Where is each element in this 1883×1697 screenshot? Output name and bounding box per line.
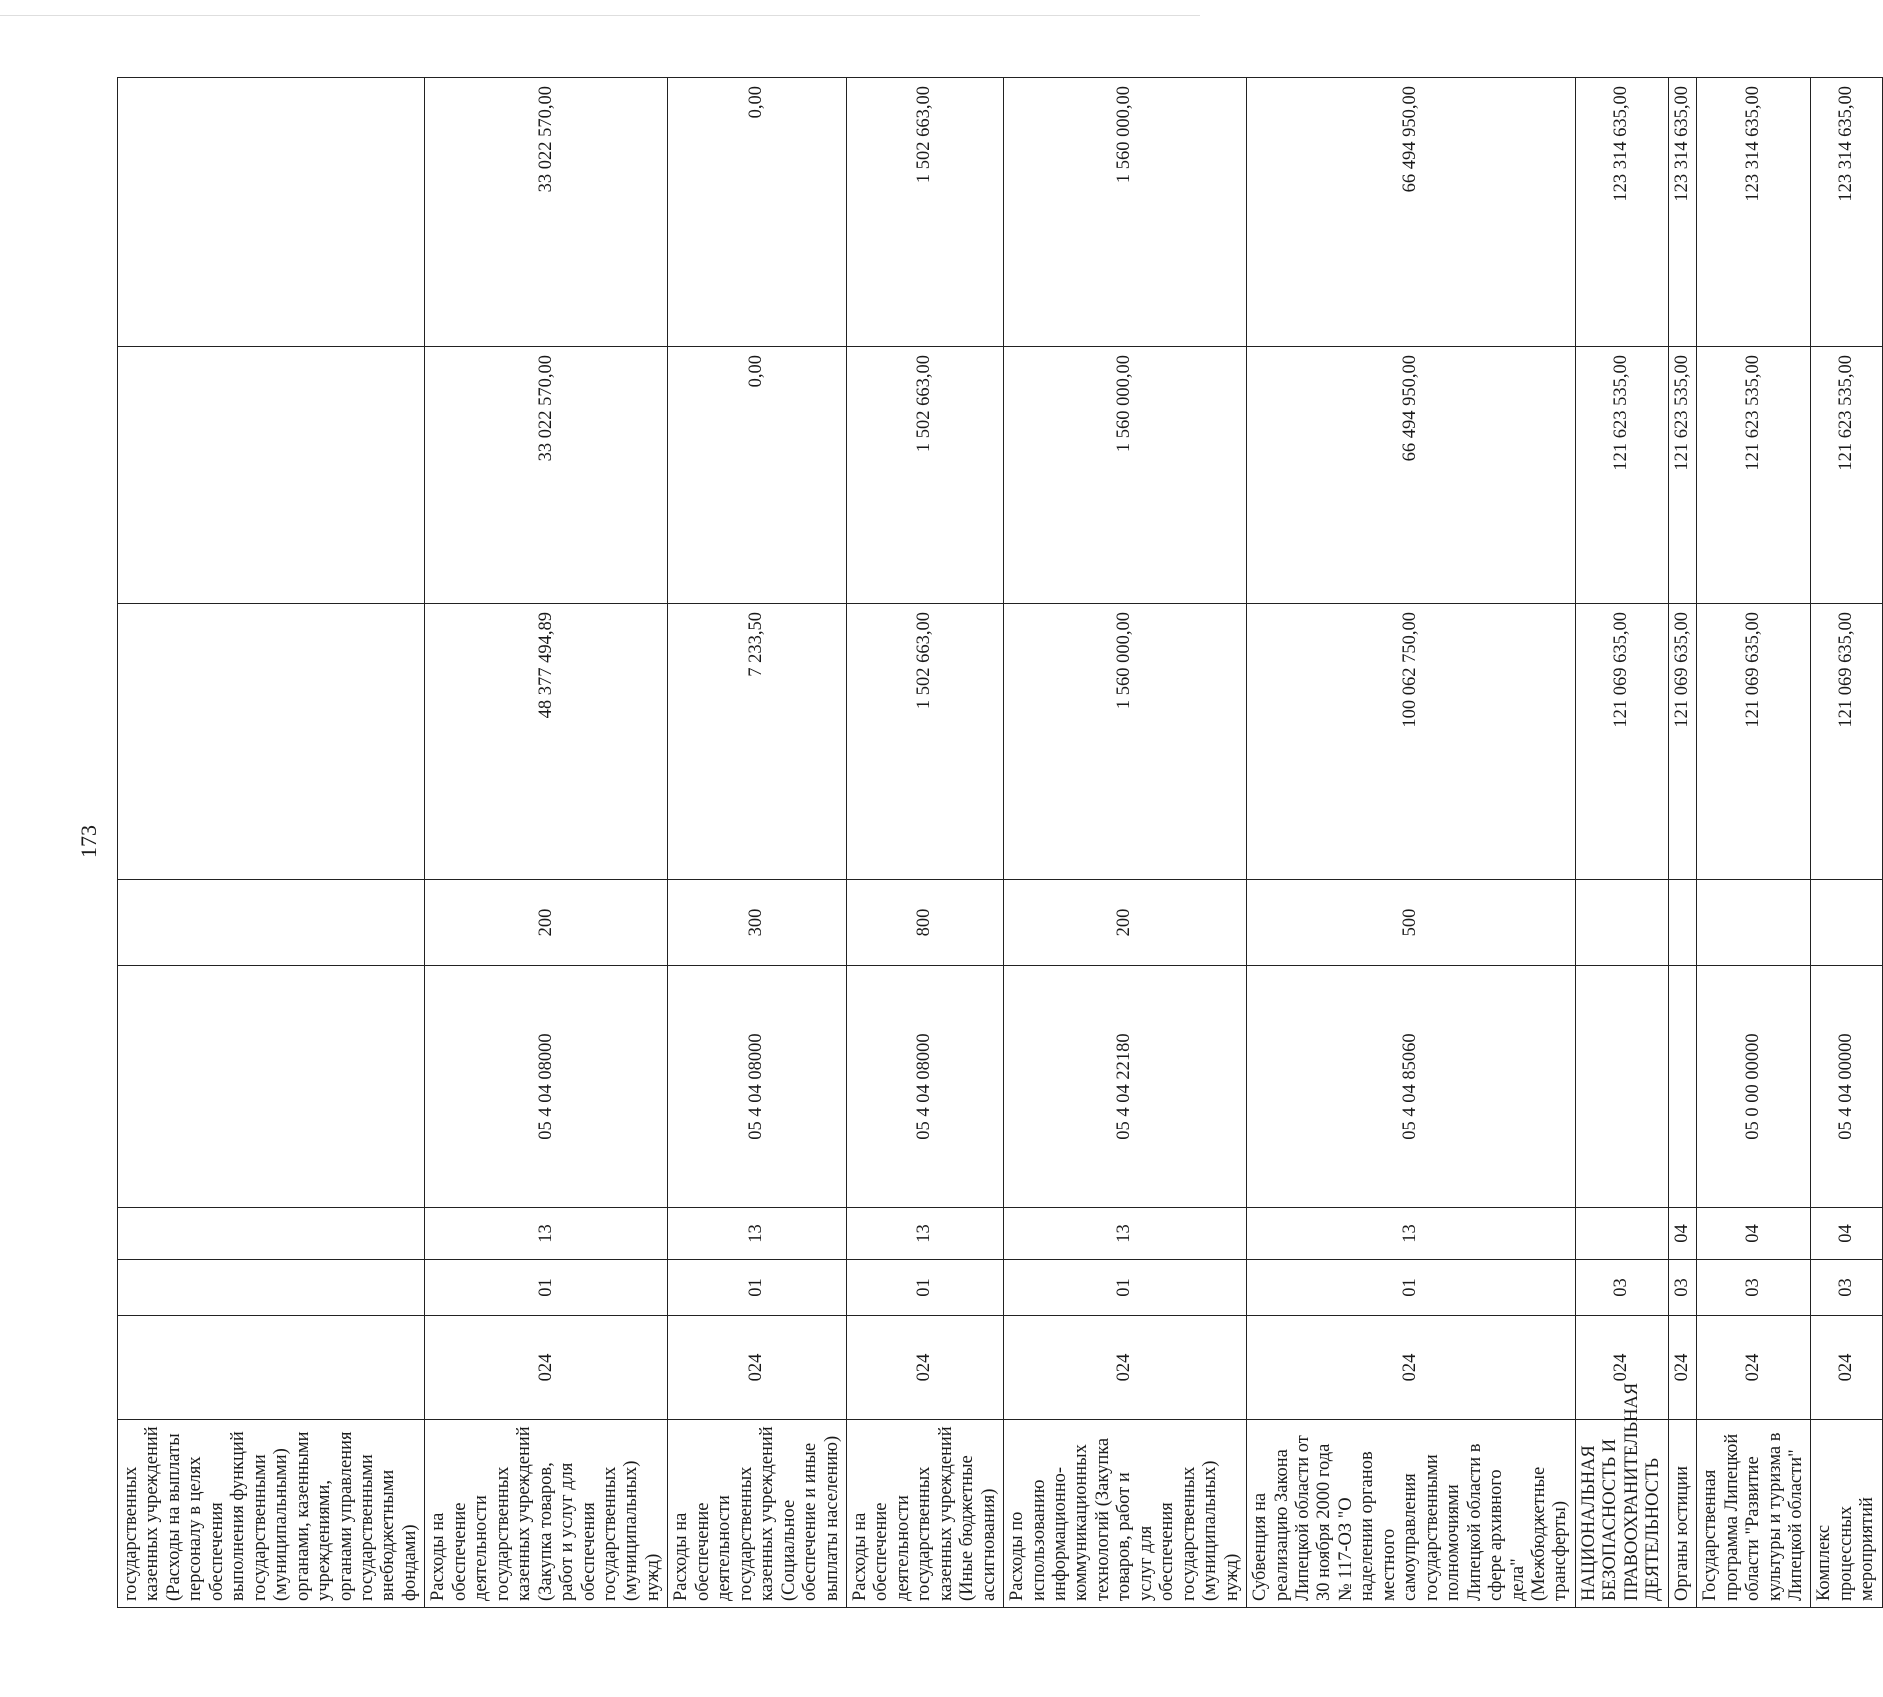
cell-subsection: 13 — [668, 1208, 847, 1260]
cell-year1: 121 069 635,00 — [1575, 604, 1668, 880]
cell-name: Расходы на обеспечение деятельности государственных казенных учреждений (Иные бюджетные ассигнования) — [846, 1420, 1003, 1608]
cell-section: 03 — [1811, 1260, 1882, 1316]
cell-year2: 121 623 535,00 — [1697, 347, 1811, 604]
cell-year3 — [118, 78, 425, 347]
cell-year1 — [118, 604, 425, 880]
cell-expense-type — [1811, 880, 1882, 966]
table-row — [846, 78, 1003, 1608]
cell-year2: 1 502 663,00 — [846, 347, 1003, 604]
cell-admin: 024 — [846, 1316, 1003, 1420]
table-row — [1575, 78, 1668, 1608]
cell-year1: 1 560 000,00 — [1004, 604, 1247, 880]
cell-name: Комплекс процессных мероприятий — [1811, 1420, 1882, 1608]
cell-admin: 024 — [1811, 1316, 1882, 1420]
cell-section: 01 — [1004, 1260, 1247, 1316]
cell-year1: 7 233,50 — [668, 604, 847, 880]
table-row — [118, 78, 425, 1608]
cell-year2: 33 022 570,00 — [425, 347, 668, 604]
cell-year2: 0,00 — [668, 347, 847, 604]
cell-target — [1575, 966, 1668, 1208]
cell-section: 03 — [1668, 1260, 1696, 1316]
cell-subsection: 13 — [1004, 1208, 1247, 1260]
cell-subsection: 04 — [1697, 1208, 1811, 1260]
cell-admin — [118, 1316, 425, 1420]
cell-target: 05 4 04 00000 — [1811, 966, 1882, 1208]
cell-expense-type: 500 — [1247, 880, 1576, 966]
cell-year2: 121 623 535,00 — [1811, 347, 1882, 604]
cell-year3: 123 314 635,00 — [1668, 78, 1696, 347]
cell-year3: 1 502 663,00 — [846, 78, 1003, 347]
cell-year2: 1 560 000,00 — [1004, 347, 1247, 604]
cell-target: 05 4 04 08000 — [668, 966, 847, 1208]
table-row — [425, 78, 668, 1608]
cell-year3: 0,00 — [668, 78, 847, 347]
cell-section: 03 — [1575, 1260, 1668, 1316]
table-row — [1247, 78, 1576, 1608]
cell-target: 05 0 00 00000 — [1697, 966, 1811, 1208]
table-row — [1668, 78, 1696, 1608]
table-row — [1004, 78, 1247, 1608]
cell-year3: 123 314 635,00 — [1575, 78, 1668, 347]
cell-subsection: 04 — [1811, 1208, 1882, 1260]
cell-year1: 121 069 635,00 — [1668, 604, 1696, 880]
cell-target: 05 4 04 22180 — [1004, 966, 1247, 1208]
table-body — [118, 78, 1883, 1608]
cell-name: Расходы на обеспечение деятельности государственных казенных учреждений (Социальное обеспечение и иные выплаты населению) — [668, 1420, 847, 1608]
cell-name: Органы юстиции — [1668, 1420, 1696, 1608]
scan-top-edge — [0, 15, 1200, 16]
cell-target — [1668, 966, 1696, 1208]
cell-year1: 121 069 635,00 — [1697, 604, 1811, 880]
cell-expense-type: 200 — [1004, 880, 1247, 966]
cell-year3: 1 560 000,00 — [1004, 78, 1247, 347]
cell-year2: 66 494 950,00 — [1247, 347, 1576, 604]
cell-admin: 024 — [1697, 1316, 1811, 1420]
cell-admin: 024 — [425, 1316, 668, 1420]
cell-expense-type: 200 — [425, 880, 668, 966]
cell-section: 03 — [1697, 1260, 1811, 1316]
cell-subsection — [1575, 1208, 1668, 1260]
cell-expense-type — [1668, 880, 1696, 966]
cell-name: Субвенция на реализацию Закона Липецкой области от 30 ноября 2000 года № 117-ОЗ "О наделении органов местного самоуправления государственными полномочиями Липецкой области в сфере архивного дела" (Межбюджетные трансферты) — [1247, 1420, 1576, 1608]
cell-subsection: 13 — [846, 1208, 1003, 1260]
cell-expense-type — [118, 880, 425, 966]
cell-year2 — [118, 347, 425, 604]
cell-subsection: 04 — [1668, 1208, 1696, 1260]
cell-year3: 66 494 950,00 — [1247, 78, 1576, 347]
cell-year3: 123 314 635,00 — [1697, 78, 1811, 347]
table-row — [1811, 78, 1882, 1608]
cell-admin: 024 — [1004, 1316, 1247, 1420]
cell-target: 05 4 04 08000 — [846, 966, 1003, 1208]
cell-name: Расходы на обеспечение деятельности государственных казенных учреждений (Закупка товаров, работ и услуг для обеспечения государственных (муниципальных) нужд) — [425, 1420, 668, 1608]
page-number: 173 — [76, 825, 101, 858]
cell-year1: 100 062 750,00 — [1247, 604, 1576, 880]
cell-name: Государственная программа Липецкой области "Развитие культуры и туризма в Липецкой области" — [1697, 1420, 1811, 1608]
table-row — [1697, 78, 1811, 1608]
cell-expense-type: 300 — [668, 880, 847, 966]
cell-year1: 121 069 635,00 — [1811, 604, 1882, 880]
cell-subsection: 13 — [425, 1208, 668, 1260]
rotated-table-container — [117, 78, 1878, 1608]
cell-name: государственных казенных учреждений (Расходы на выплаты персоналу в целях обеспечения выполнения функций государственными (муниципальными) органами, казенными учреждениями, органами управления государственными внебюджетными фондами) — [118, 1420, 425, 1608]
cell-year3: 33 022 570,00 — [425, 78, 668, 347]
cell-section: 01 — [846, 1260, 1003, 1316]
cell-expense-type — [1575, 880, 1668, 966]
cell-name: НАЦИОНАЛЬНАЯ БЕЗОПАСНОСТЬ И ПРАВООХРАНИТЕЛЬНАЯ ДЕЯТЕЛЬНОСТЬ — [1575, 1420, 1668, 1608]
cell-year1: 1 502 663,00 — [846, 604, 1003, 880]
cell-target: 05 4 04 08000 — [425, 966, 668, 1208]
cell-section: 01 — [425, 1260, 668, 1316]
table-row — [668, 78, 847, 1608]
cell-target — [118, 966, 425, 1208]
cell-year1: 48 377 494,89 — [425, 604, 668, 880]
cell-admin: 024 — [1668, 1316, 1696, 1420]
cell-subsection — [118, 1208, 425, 1260]
cell-year2: 121 623 535,00 — [1575, 347, 1668, 604]
cell-admin: 024 — [1247, 1316, 1576, 1420]
cell-target: 05 4 04 85060 — [1247, 966, 1576, 1208]
cell-admin: 024 — [668, 1316, 847, 1420]
cell-subsection: 13 — [1247, 1208, 1576, 1260]
cell-name: Расходы по использованию информационно-коммуникационных технологий (Закупка товаров, работ и услуг для обеспечения государственных (муниципальных) нужд) — [1004, 1420, 1247, 1608]
cell-expense-type — [1697, 880, 1811, 966]
cell-expense-type: 800 — [846, 880, 1003, 966]
cell-year3: 123 314 635,00 — [1811, 78, 1882, 347]
cell-section: 01 — [668, 1260, 847, 1316]
cell-section — [118, 1260, 425, 1316]
budget-table — [117, 77, 1883, 1608]
cell-year2: 121 623 535,00 — [1668, 347, 1696, 604]
cell-section: 01 — [1247, 1260, 1576, 1316]
cell-admin: 024 — [1575, 1316, 1668, 1420]
